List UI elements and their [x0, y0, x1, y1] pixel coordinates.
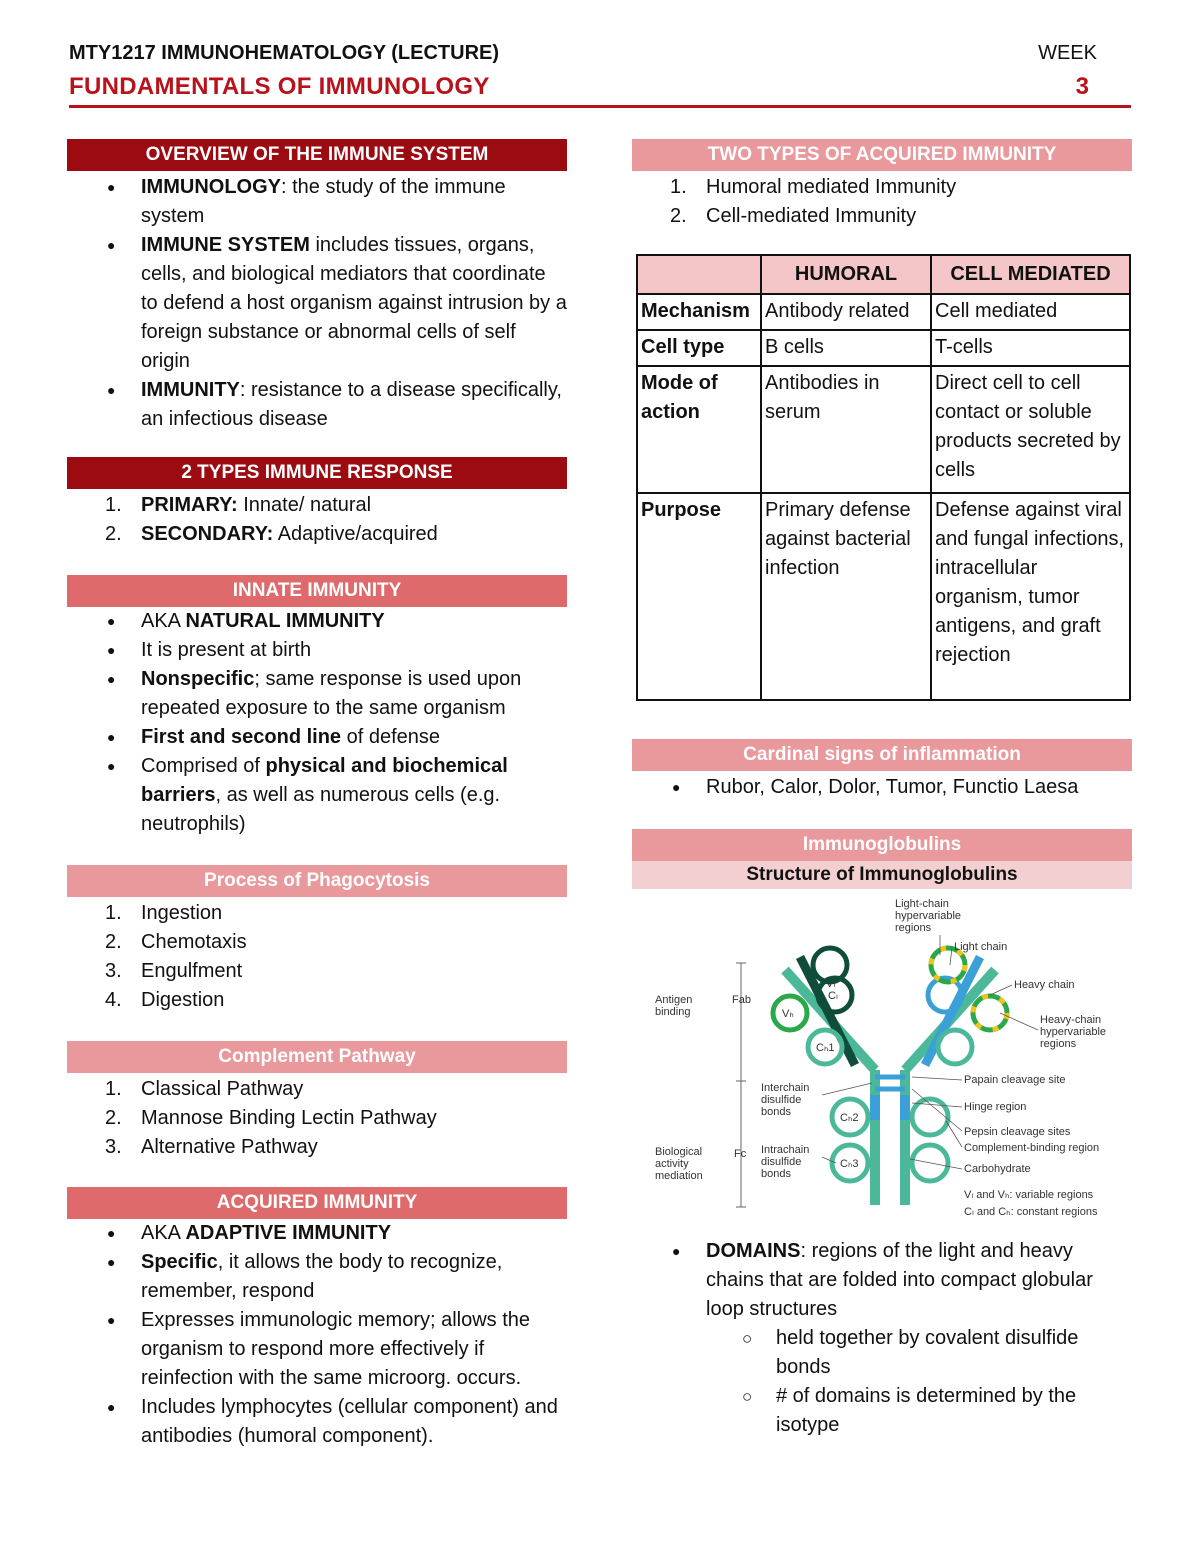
table-cell: T-cells	[931, 330, 1130, 366]
list-item: 2. SECONDARY: Adaptive/acquired	[105, 523, 438, 545]
domains-section	[632, 1237, 1132, 1440]
fc-stem	[832, 1070, 948, 1205]
phagocytosis-heading: Process of Phagocytosis	[67, 865, 567, 897]
variable-regions-legend: Vₗ and Vₕ: variable regions	[964, 1189, 1094, 1201]
bullet-icon: ●	[107, 1225, 116, 1241]
cardinal-section	[632, 739, 1132, 802]
table-cell: Cell mediated	[931, 294, 1130, 330]
list-item: 4. Digestion	[105, 989, 225, 1011]
two-types-section	[632, 139, 1132, 231]
list-item: ● It is present at birth	[67, 636, 567, 665]
row-header: Purpose	[637, 493, 761, 700]
week-label: WEEK	[1038, 42, 1097, 64]
bullet-icon: ●	[672, 779, 681, 795]
ch3-label: Cₕ3	[840, 1158, 859, 1170]
table-cell: Antibodies in serum	[761, 366, 931, 493]
vl-label: Vₗ	[826, 978, 836, 990]
list-item: ● First and second line of defense	[67, 723, 567, 752]
list-item: 1. PRIMARY: Innate/ natural	[105, 494, 372, 516]
fc-label: Fc	[734, 1148, 747, 1160]
innate-section	[67, 575, 567, 839]
bullet-icon: ●	[107, 729, 116, 745]
bullet-icon: ●	[107, 382, 116, 398]
bullet-icon: ●	[107, 758, 116, 774]
list-item: ● Nonspecific; same response is used upon repeated exposure to the same organism	[67, 665, 567, 723]
sub-list-item: ○ held together by covalent disulfide bonds	[632, 1324, 1132, 1382]
constant-regions-legend: Cₗ and Cₕ: constant regions	[964, 1206, 1098, 1218]
bullet-icon: ●	[107, 1254, 116, 1270]
vh-label: Vₕ	[782, 1008, 794, 1020]
carbohydrate-label: Carbohydrate	[964, 1163, 1031, 1175]
bullet-icon: ●	[107, 613, 116, 629]
list-item: ● AKA NATURAL IMMUNITY	[67, 607, 567, 636]
structure-subheading: Structure of Immunoglobulins	[632, 861, 1132, 889]
row-header: Mechanism	[637, 294, 761, 330]
table-row	[637, 330, 1130, 366]
heavy-chain-hypervariable-label: Heavy-chain hypervariable regions	[1040, 1014, 1107, 1050]
course-title: MTY1217 IMMUNOHEMATOLOGY (LECTURE)	[69, 42, 500, 64]
interchain-label: Interchain disulfide bonds	[761, 1082, 810, 1118]
list-item: ● DOMAINS: regions of the light and heavy chains that are folded into compact globular loop structures	[632, 1237, 1132, 1324]
overview-heading: OVERVIEW OF THE IMMUNE SYSTEM	[67, 139, 567, 171]
overview-section	[67, 139, 567, 434]
papain-cleavage-label: Papain cleavage site	[964, 1074, 1066, 1086]
acquired-section	[67, 1187, 567, 1451]
column-header: HUMORAL	[761, 255, 931, 294]
list-item: ● IMMUNITY: resistance to a disease specifically, an infectious disease	[67, 376, 567, 434]
column-header: CELL MEDIATED	[931, 255, 1130, 294]
list-item: 1. Ingestion	[105, 902, 223, 924]
circle-bullet-icon: ○	[742, 1329, 753, 1348]
response-section	[67, 457, 567, 549]
table-row	[637, 493, 1130, 700]
phagocytosis-section	[67, 865, 567, 1015]
fab-label: Fab	[732, 994, 751, 1006]
list-item: ● AKA ADAPTIVE IMMUNITY	[67, 1219, 567, 1248]
bullet-icon: ●	[107, 1399, 116, 1415]
bullet-icon: ●	[107, 1312, 116, 1328]
table-row	[637, 366, 1130, 493]
row-header: Cell type	[637, 330, 761, 366]
list-item: ● Specific, it allows the body to recognize, remember, respond	[67, 1248, 567, 1306]
sub-list-item: ○ # of domains is determined by the isotype	[632, 1382, 1132, 1440]
acquired-heading: ACQUIRED IMMUNITY	[67, 1187, 567, 1219]
light-chain-label: Light chain	[954, 941, 1008, 953]
header-divider	[69, 105, 1131, 108]
hinge-region-label: Hinge region	[964, 1101, 1027, 1113]
table-row	[637, 294, 1130, 330]
list-item: ● IMMUNE SYSTEM includes tissues, organs, cells, and biological mediators that coordinate to defend a host organism against intrusion by a foreign substance or abnormal cells of self origin	[67, 231, 567, 376]
ch1-label: Cₕ1	[816, 1042, 835, 1054]
list-item: 1. Humoral mediated Immunity	[670, 176, 957, 198]
bullet-icon: ●	[107, 237, 116, 253]
row-header: Mode of action	[637, 366, 761, 493]
table-cell: Direct cell to cell contact or soluble products secreted by cells	[931, 366, 1130, 493]
table-cell: Antibody related	[761, 294, 931, 330]
antigen-binding-label: Antigen binding	[655, 994, 693, 1018]
complement-binding-label: Complement-binding region	[964, 1142, 1100, 1154]
circle-bullet-icon: ○	[742, 1387, 753, 1406]
cardinal-heading: Cardinal signs of inflammation	[632, 739, 1132, 771]
list-item: ● Expresses immunologic memory; allows the organism to respond more effectively if reinfection with the same microorg. occurs.	[67, 1306, 567, 1393]
list-item: ● IMMUNOLOGY: the study of the immune system	[67, 173, 567, 231]
list-item: 2. Cell-mediated Immunity	[670, 205, 917, 227]
list-item: 2. Mannose Binding Lectin Pathway	[105, 1107, 437, 1129]
pepsin-cleavage-label: Pepsin cleavage sites	[964, 1126, 1071, 1138]
list-item: ● Comprised of physical and biochemical barriers, as well as numerous cells (e.g. neutrophils)	[67, 752, 567, 839]
biological-activity-label: Biological activity mediation	[655, 1146, 703, 1182]
table-cell: Defense against viral and fungal infections, intracellular organism, tumor antigens, and graft rejection	[931, 493, 1130, 700]
light-chain-hypervariable-label: Light-chain hypervariable regions	[895, 898, 962, 934]
bullet-icon: ●	[107, 179, 116, 195]
table-cell: Primary defense against bacterial infection	[761, 493, 931, 700]
table-cell: B cells	[761, 330, 931, 366]
list-item: 2. Chemotaxis	[105, 931, 247, 953]
intrachain-label: Intrachain disulfide bonds	[761, 1144, 810, 1180]
immunoglobulins-heading: Immunoglobulins	[632, 829, 1132, 861]
bullet-icon: ●	[107, 642, 116, 658]
antibody-structure-diagram	[650, 895, 1130, 1225]
innate-heading: INNATE IMMUNITY	[67, 575, 567, 607]
complement-heading: Complement Pathway	[67, 1041, 567, 1073]
response-heading: 2 TYPES IMMUNE RESPONSE	[67, 457, 567, 489]
heavy-chain-label: Heavy chain	[1014, 979, 1075, 991]
bullet-icon: ●	[672, 1243, 681, 1259]
two-types-heading: TWO TYPES OF ACQUIRED IMMUNITY	[632, 139, 1132, 171]
bullet-icon: ●	[107, 671, 116, 687]
list-item: 3. Alternative Pathway	[105, 1136, 318, 1158]
list-item: 1. Classical Pathway	[105, 1078, 304, 1100]
right-fab-arm	[905, 948, 1007, 1070]
week-number: 3	[1075, 73, 1089, 100]
document-title: FUNDAMENTALS OF IMMUNOLOGY	[69, 73, 490, 100]
complement-section	[67, 1041, 567, 1162]
list-item: ● Rubor, Calor, Dolor, Tumor, Functio Laesa	[632, 773, 1132, 802]
table-header-row	[637, 255, 1130, 294]
list-item: ● Includes lymphocytes (cellular component) and antibodies (humoral component).	[67, 1393, 567, 1451]
humoral-vs-cell-table	[636, 254, 1131, 701]
ch2-label: Cₕ2	[840, 1112, 859, 1124]
list-item: 3. Engulfment	[105, 960, 243, 982]
immunoglobulins-section	[632, 829, 1132, 889]
table-corner	[637, 255, 761, 294]
cl-label: Cₗ	[828, 990, 838, 1002]
